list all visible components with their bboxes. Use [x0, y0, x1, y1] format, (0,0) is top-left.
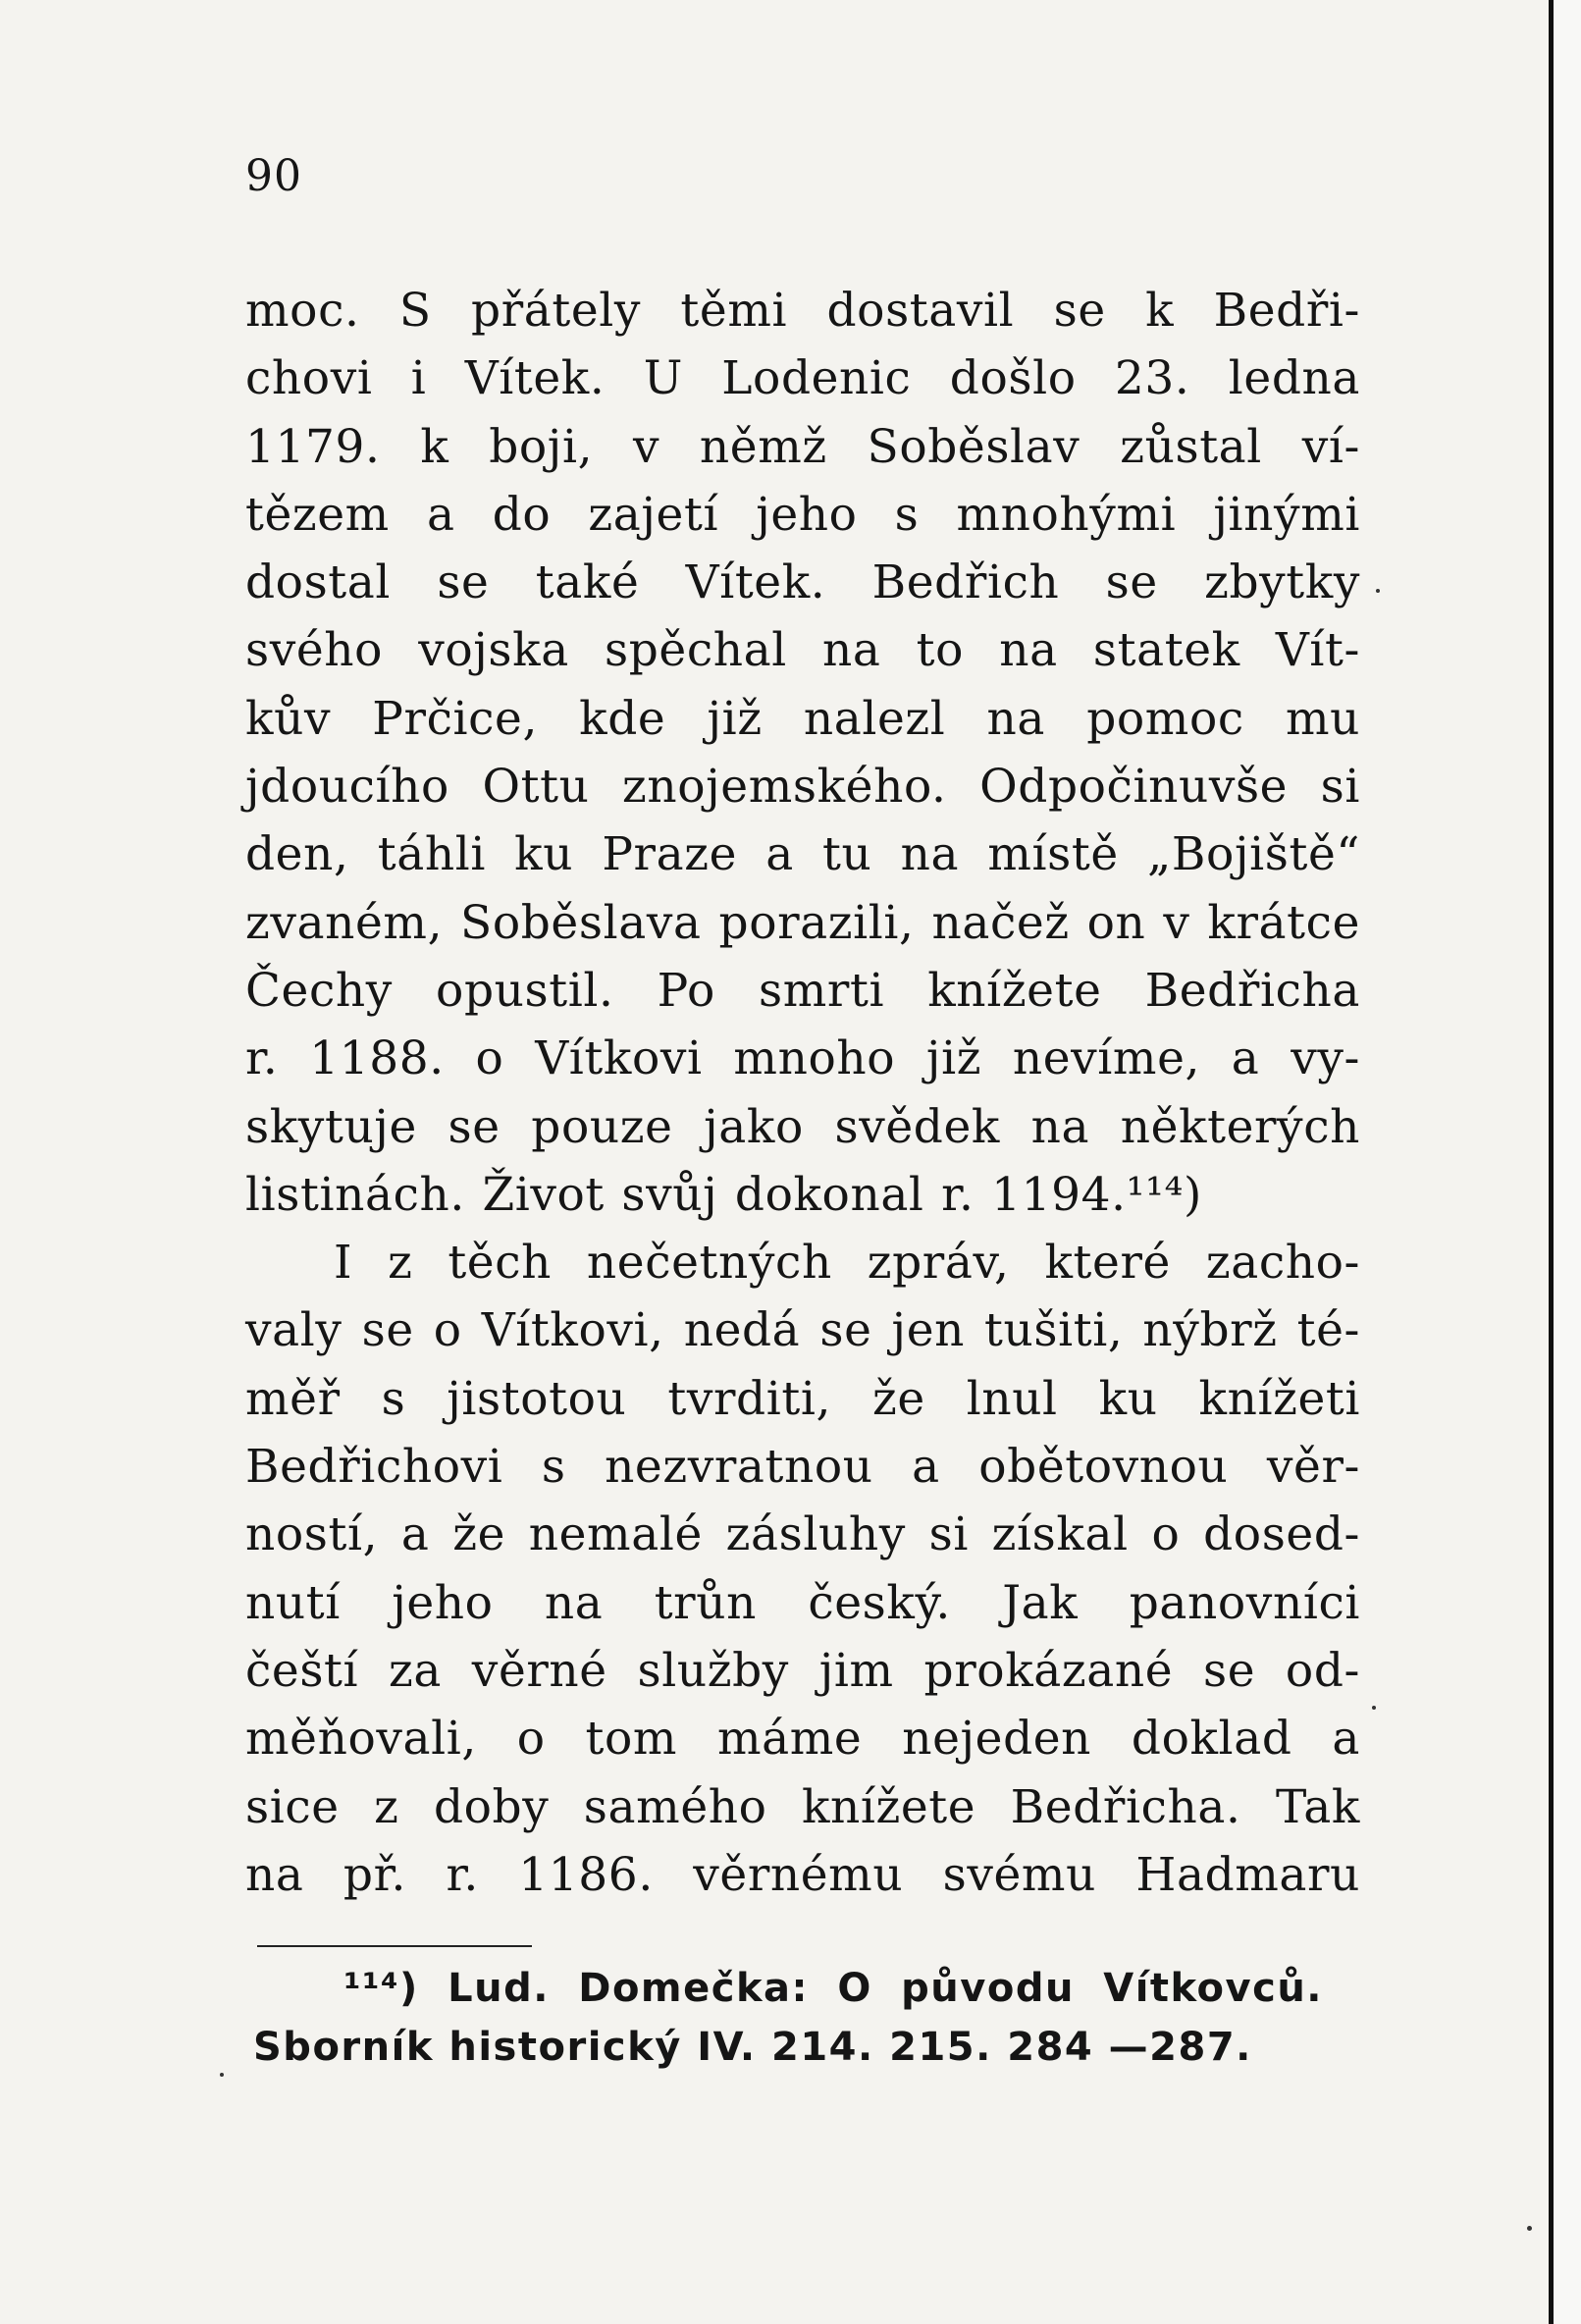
scan-speck	[220, 2073, 224, 2077]
scan-speck	[1372, 1706, 1376, 1710]
footnote-separator	[257, 1945, 532, 1947]
page-number: 90	[245, 151, 302, 201]
text-line: zvaném, Soběslava porazili, načež on v krátce	[245, 895, 1360, 950]
scan-speck	[1527, 2226, 1532, 2231]
text-line: 1179. k boji, v němž Soběslav zůstal ví-	[245, 419, 1360, 474]
text-line: sice z doby samého knížete Bedřicha. Tak	[245, 1779, 1360, 1834]
footnote-block	[253, 1959, 1323, 2077]
scan-margin	[1554, 0, 1581, 2324]
text-line: měňovali, o tom máme nejeden doklad a	[245, 1712, 1360, 1767]
text-line: nutí jeho na trůn český. Jak panovníci	[245, 1575, 1360, 1630]
text-line: chovi i Vítek. U Lodenic došlo 23. ledna	[245, 351, 1360, 406]
paragraph-start-line: I z těch nečetných zpráv, které zacho-	[334, 1236, 1360, 1291]
text-line: Čechy opustil. Po smrti knížete Bedřicha	[245, 963, 1360, 1018]
text-line: den, táhli ku Praze a tu na místě „Bojiště“	[245, 827, 1360, 882]
text-line: jdoucího Ottu znojemského. Odpočinuvše si	[245, 760, 1360, 815]
text-line: moc. S přátely těmi dostavil se k Bedři-	[245, 284, 1360, 338]
text-line: na př. r. 1186. věrnému svému Hadmaru	[245, 1847, 1360, 1902]
text-line: dostal se také Vítek. Bedřich se zbytky	[245, 555, 1360, 610]
text-line: čeští za věrné služby jim prokázané se od-	[245, 1643, 1360, 1698]
text-line: skytuje se pouze jako svědek na některých	[245, 1099, 1360, 1154]
text-line: listinách. Život svůj dokonal r. 1194.¹¹⁴)	[245, 1167, 1202, 1222]
text-line: Bedřichovi s nezvratnou a obětovnou věr-	[245, 1440, 1360, 1495]
body-text	[245, 277, 1360, 1909]
footnote-line: ¹¹⁴) Lud. Domečka: O původu Vítkovců.	[343, 1966, 1323, 2011]
text-line: ností, a že nemalé zásluhy si získal o dosed-	[245, 1507, 1360, 1562]
text-line: valy se o Vítkovi, nedá se jen tušiti, nýbrž té-	[245, 1303, 1360, 1358]
footnote-line: Sborník historický IV. 214. 215. 284 —287.	[253, 2025, 1252, 2070]
text-line: kův Prčice, kde již nalezl na pomoc mu	[245, 691, 1360, 746]
text-line: svého vojska spěchal na to na statek Vít-	[245, 623, 1360, 678]
page-edge-shadow	[1549, 0, 1554, 2324]
text-line: měř s jistotou tvrditi, že lnul ku knížeti	[245, 1371, 1360, 1426]
text-line: tězem a do zajetí jeho s mnohými jinými	[245, 487, 1360, 542]
text-line: r. 1188. o Vítkovi mnoho již nevíme, a vy-	[245, 1031, 1360, 1086]
scan-speck	[1376, 589, 1380, 593]
